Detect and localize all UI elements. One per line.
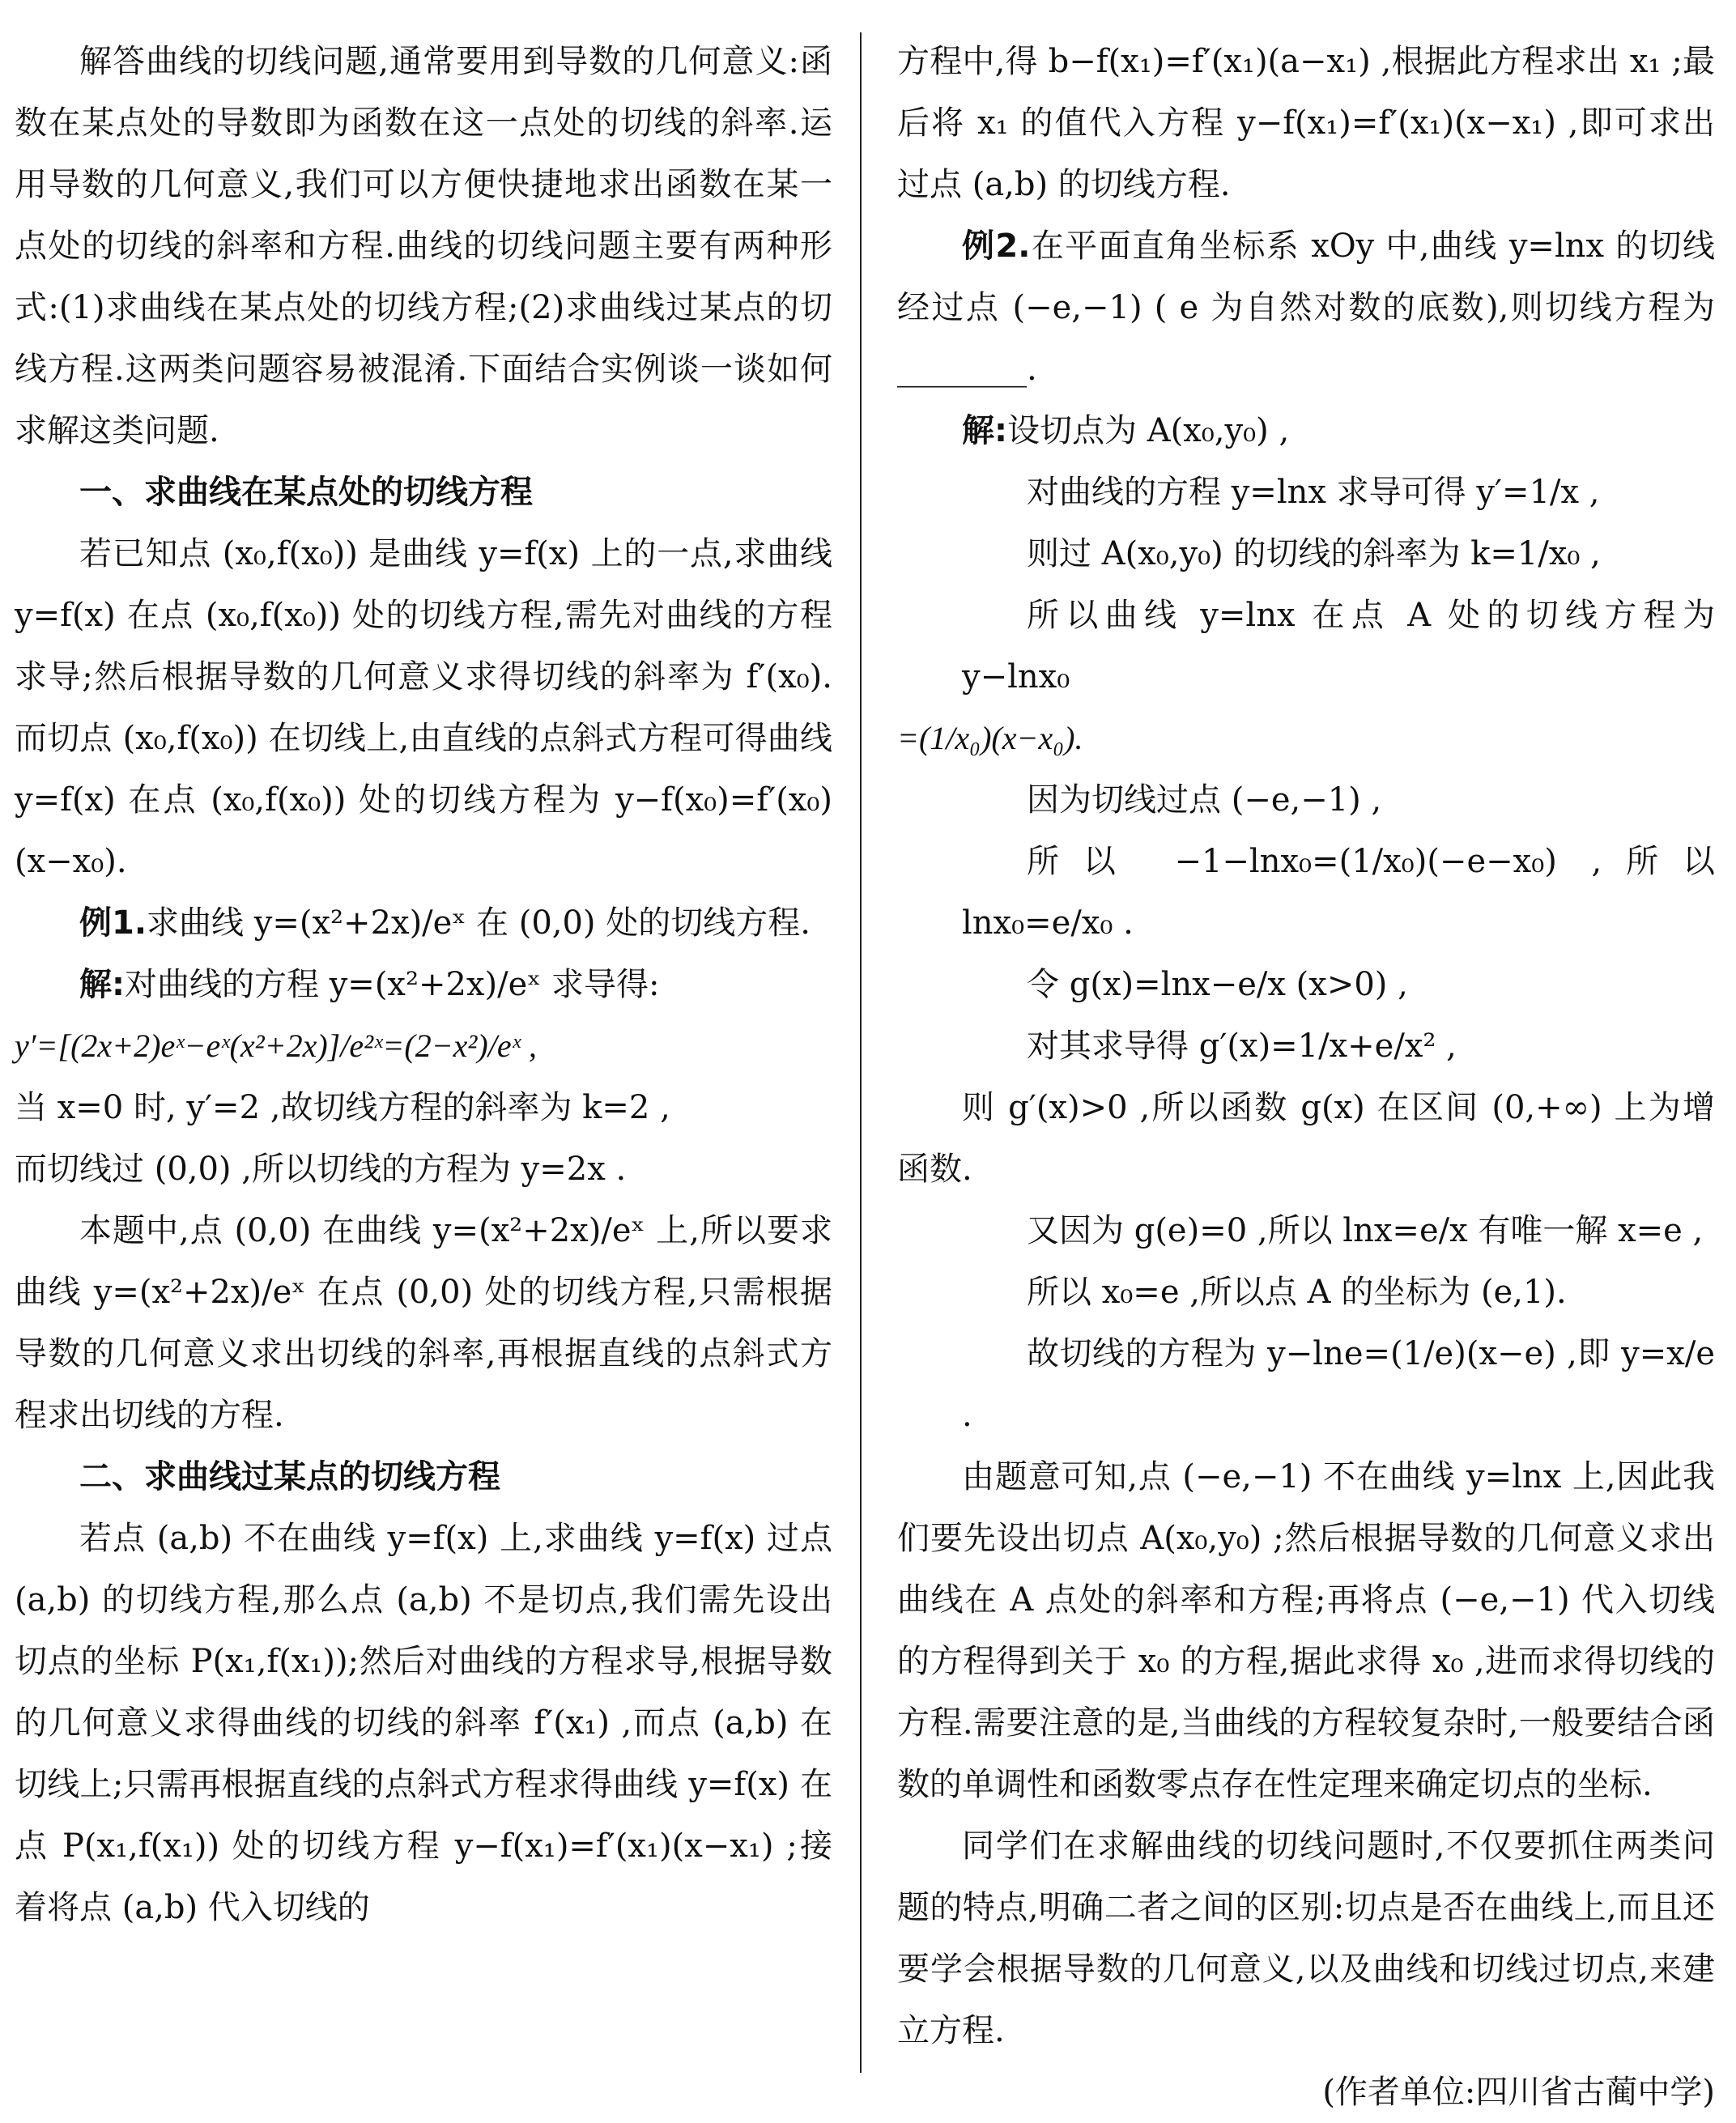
remark1-paragraph: 本题中,点 (0,0) 在曲线 y=(x²+2x)/eˣ 上,所以要求曲线 y=(x²+2x)/eˣ 在点 (0,0) 处的切线方程,只需根据导数的几何意义求出切线的斜率,再根据直线的点斜式方程求出切线的方程.: [15, 1212, 832, 1434]
example2: [897, 215, 1715, 400]
solution2-line10: 又因为 g(e)=0 ,所以 lnx=e/x 有唯一解 x=e ,: [1027, 1212, 1704, 1249]
solution1-line2: 当 x=0 时, y′=2 ,故切线方程的斜率为 k=2 ,: [15, 1089, 670, 1126]
section1-paragraph: 若已知点 (x₀,f(x₀)) 是曲线 y=f(x) 上的一点,求曲线 y=f(x) 在点 (x₀,f(x₀)) 处的切线方程,需先对曲线的方程求导;然后根据导数的几何意义求得切线的斜率为 f′(x₀).而切点 (x₀,f(x₀)) 在切线上,由直线的点斜式方程可得曲线 y=f(x) 在点 (x₀,f(x₀)) 处的切线方程为 y−f(x₀)=f′(x₀)(x−x₀).: [15, 535, 832, 880]
section-heading-1: 一、求曲线在某点处的切线方程: [79, 474, 533, 511]
solution2-line1: [897, 400, 1715, 462]
solution2-line8: 对其求导得 g′(x)=1/x+e/x² ,: [1027, 1027, 1457, 1065]
example1-label: 例1.: [79, 904, 147, 942]
solution1: [15, 954, 832, 1015]
section2-paragraph-continued: 方程中,得 b−f(x₁)=f′(x₁)(a−x₁) ,根据此方程求出 x₁ ;最后将 x₁ 的值代入方程 y−f(x₁)=f′(x₁)(x−x₁) ,即可求出过点 (a,b) 的切线方程.: [897, 43, 1715, 203]
column-divider: [860, 32, 862, 2073]
solution2-line11: 所以 x₀=e ,所以点 A 的坐标为 (e,1).: [1027, 1274, 1567, 1311]
solution2-line7: 令 g(x)=lnx−e/x (x>0) ,: [1027, 966, 1408, 1003]
solution2-line4: 所以曲线 y=lnx 在点 A 处的切线方程为 y−lnx₀: [962, 597, 1715, 696]
solution2-line12: 故切线的方程为 y−lne=(1/e)(x−e) ,即 y=x/e .: [962, 1335, 1715, 1434]
solution1-label: 解:: [79, 966, 125, 1003]
solution2-line1-text: 设切点为 A(x₀,y₀) ,: [1007, 412, 1290, 449]
solution1-text: 对曲线的方程 y=(x²+2x)/eˣ 求导得:: [125, 966, 660, 1003]
solution2-line3: 则过 A(x₀,y₀) 的切线的斜率为 k=1/x₀ ,: [1027, 535, 1601, 572]
section-heading-2: 二、求曲线过某点的切线方程: [79, 1458, 500, 1495]
section2-paragraph: 若点 (a,b) 不在曲线 y=f(x) 上,求曲线 y=f(x) 过点 (a,b) 的切线方程,那么点 (a,b) 不是切点,我们需先设出切点的坐标 P(x₁,f(x₁));然后对曲线的方程求导,根据导数的几何意义求得曲线的切线的斜率 f′(x₁) ,而点 (a,b) 在切线上;只需再根据直线的点斜式方程求得曲线 y=f(x) 在点 P(x₁,f(x₁)) 处的切线方程 y−f(x₁)=f′(x₁)(x−x₁) ;接着将点 (a,b) 代入切线的: [15, 1520, 832, 1926]
example1-text: 求曲线 y=(x²+2x)/eˣ 在 (0,0) 处的切线方程.: [147, 904, 811, 942]
example2-text: 在平面直角坐标系 xOy 中,曲线 y=lnx 的切线经过点 (−e,−1) ( e 为自然对数的底数),则切线方程为________.: [897, 228, 1716, 388]
example2-label: 例2.: [962, 228, 1031, 265]
left-column: [15, 31, 832, 1938]
solution1-equation: y′=[(2x+2)eˣ−eˣ(x²+2x)]/e²ˣ=(2−x²)/eˣ ,: [15, 1027, 537, 1064]
solution2-line6: 所以 −1−lnx₀=(1/x₀)(−e−x₀) ,所以 lnx₀=e/x₀ .: [962, 843, 1715, 942]
conclusion-paragraph: 同学们在求解曲线的切线问题时,不仅要抓住两类问题的特点,明确二者之间的区别:切点是否在曲线上,而且还要学会根据导数的几何意义,以及曲线和切线过切点,来建立方程.: [897, 1827, 1715, 2049]
intro-paragraph: 解答曲线的切线问题,通常要用到导数的几何意义:函数在某点处的导数即为函数在这一点处的切线的斜率.运用导数的几何意义,我们可以方便快捷地求出函数在某一点处的切线的斜率和方程.曲线的切线问题主要有两种形式:(1)求曲线在某点处的切线方程;(2)求曲线过某点的切线方程.这两类问题容易被混淆.下面结合实例谈一谈如何求解这类问题.: [15, 43, 832, 449]
solution2-label: 解:: [962, 412, 1007, 449]
author-affiliation: (作者单位:四川省古蔺中学): [1322, 2074, 1715, 2111]
solution2-line2: 对曲线的方程 y=lnx 求导可得 y′=1/x ,: [1027, 474, 1600, 511]
example1: [15, 892, 832, 954]
solution2-line5: 因为切线过点 (−e,−1) ,: [1027, 781, 1382, 819]
solution2-line9: 则 g′(x)>0 ,所以函数 g(x) 在区间 (0,+∞) 上为增函数.: [897, 1089, 1715, 1188]
solution1-line3: 而切线过 (0,0) ,所以切线的方程为 y=2x .: [15, 1151, 627, 1188]
remark2-paragraph: 由题意可知,点 (−e,−1) 不在曲线 y=lnx 上,因此我们要先设出切点 A(x₀,y₀) ;然后根据导数的几何意义求出曲线在 A 点处的斜率和方程;再将点 (−e,−1) 代入切线的方程得到关于 x₀ 的方程,据此求得 x₀ ,进而求得切线的方程.需要注意的是,当曲线的方程较复杂时,一般要结合函数的单调性和函数零点存在性定理来确定切点的坐标.: [897, 1458, 1715, 1803]
solution2-line4-continued: =(1/x₀)(x−x₀).: [897, 720, 1083, 756]
right-column: [897, 31, 1715, 2123]
